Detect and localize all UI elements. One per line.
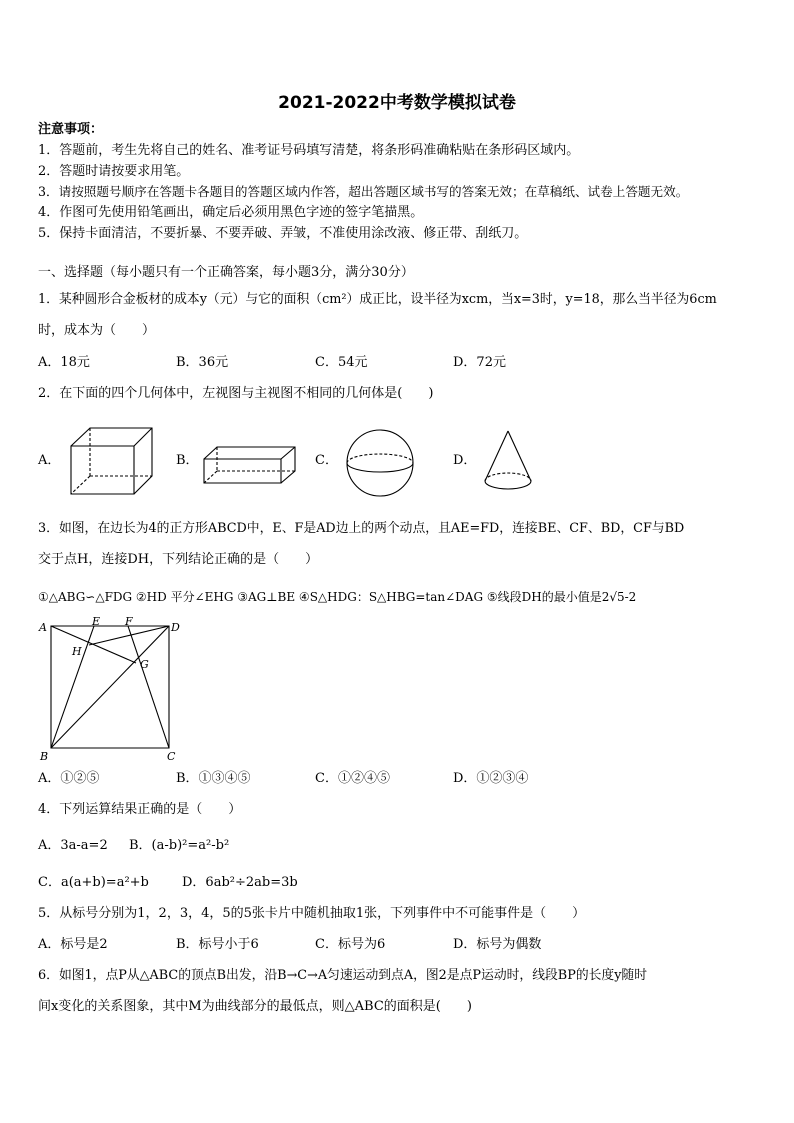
cone-figure <box>483 430 533 492</box>
q4-option-d: D．6ab²÷2ab=3b <box>182 875 298 890</box>
label-h: H <box>72 645 82 658</box>
label-g: G <box>140 658 149 671</box>
q1-option-c: C．54元 <box>315 355 368 370</box>
q5-option-d: D．标号为偶数 <box>453 937 542 952</box>
q1-option-b: B．36元 <box>176 355 229 370</box>
sphere-figure <box>346 429 416 499</box>
q5-option-c: C．标号为6 <box>315 937 386 952</box>
q5-option-b: B．标号小于6 <box>176 937 259 952</box>
q3-option-b: B．①③④⑤ <box>176 771 251 786</box>
q4-option-b: B．(a-b)²=a²-b² <box>129 838 230 853</box>
q4-option-c: C．a(a+b)=a²+b <box>38 875 149 890</box>
q1-stem-line1: 1．某种圆形合金板材的成本y（元）与它的面积（cm²）成正比，设半径为xcm，当x=3时，y=18，那么当半径为6cm <box>38 292 717 307</box>
q2-option-b: B． <box>176 453 199 468</box>
q3-option-c: C．①②④⑤ <box>315 771 390 786</box>
label-d: D <box>171 621 180 634</box>
label-e: E <box>92 615 101 628</box>
label-b: B <box>40 750 49 763</box>
q3-stem-line1: 3．如图，在边长为4的正方形ABCD中，E、F是AD边上的两个动点，且AE=FD，连接BE、CF、BD，CF与BD <box>38 521 685 536</box>
q1-option-a: A．18元 <box>38 355 90 370</box>
label-c: C <box>167 750 176 763</box>
page-title: 2021-2022中考数学模拟试卷 <box>278 93 516 113</box>
q3-conclusions: ①△ABG∽△FDG ②HD 平分∠EHG ③AG⊥BE ④S△HDG：S△HBG=tan∠DAG ⑤线段DH的最小值是2√5-2 <box>38 590 637 604</box>
section-heading: 一、选择题（每小题只有一个正确答案，每小题3分，满分30分） <box>38 265 414 280</box>
notice-item-4: 4．作图可先使用铅笔画出，确定后必须用黑色字迹的签字笔描黑。 <box>38 205 424 220</box>
q4-stem: 4．下列运算结果正确的是（ ） <box>38 802 242 817</box>
q2-stem: 2．在下面的四个几何体中，左视图与主视图不相同的几何体是( ) <box>38 386 434 401</box>
cube-figure <box>70 425 152 497</box>
q3-stem-line2: 交于点H，连接DH，下列结论正确的是（ ） <box>38 552 319 567</box>
q5-stem: 5．从标号分别为1，2，3，4，5的5张卡片中随机抽取1张，下列事件中不可能事件是（ ） <box>38 906 586 921</box>
notice-heading: 注意事项： <box>38 122 104 137</box>
q4-option-a: A．3a-a=2 <box>38 838 108 853</box>
q5-option-a: A．标号是2 <box>38 937 108 952</box>
notice-item-5: 5．保持卡面清洁，不要折暴、不要弄破、弄皱，不准使用涂改液、修正带、刮纸刀。 <box>38 226 528 241</box>
q1-option-d: D．72元 <box>453 355 506 370</box>
notice-item-2: 2．答题时请按要求用笔。 <box>38 164 190 179</box>
q2-option-c: C． <box>315 453 338 468</box>
q3-option-d: D．①②③④ <box>453 771 529 786</box>
label-a: A <box>39 621 47 634</box>
q1-stem-line2: 时，成本为（ ） <box>38 323 156 338</box>
q3-option-a: A．①②⑤ <box>38 771 100 786</box>
label-f: F <box>125 615 133 628</box>
q6-stem-line2: 间x变化的关系图象，其中M为曲线部分的最低点，则△ABC的面积是( ) <box>38 999 472 1014</box>
notice-item-3: 3．请按照题号顺序在答题卡各题目的答题区域内作答，超出答题区域书写的答案无效；在草稿纸、试卷上答题无效。 <box>38 184 689 199</box>
q2-option-d: D． <box>453 453 477 468</box>
q2-option-a: A． <box>38 453 61 468</box>
notice-item-1: 1．答题前，考生先将自己的姓名、准考证号码填写清楚，将条形码准确粘贴在条形码区域内。 <box>38 143 580 158</box>
square-abcd-figure <box>36 615 186 766</box>
prism-figure <box>203 445 297 485</box>
q6-stem-line1: 6．如图1，点P从△ABC的顶点B出发，沿B→C→A匀速运动到点A，图2是点P运动时，线段BP的长度y随时 <box>38 968 648 983</box>
